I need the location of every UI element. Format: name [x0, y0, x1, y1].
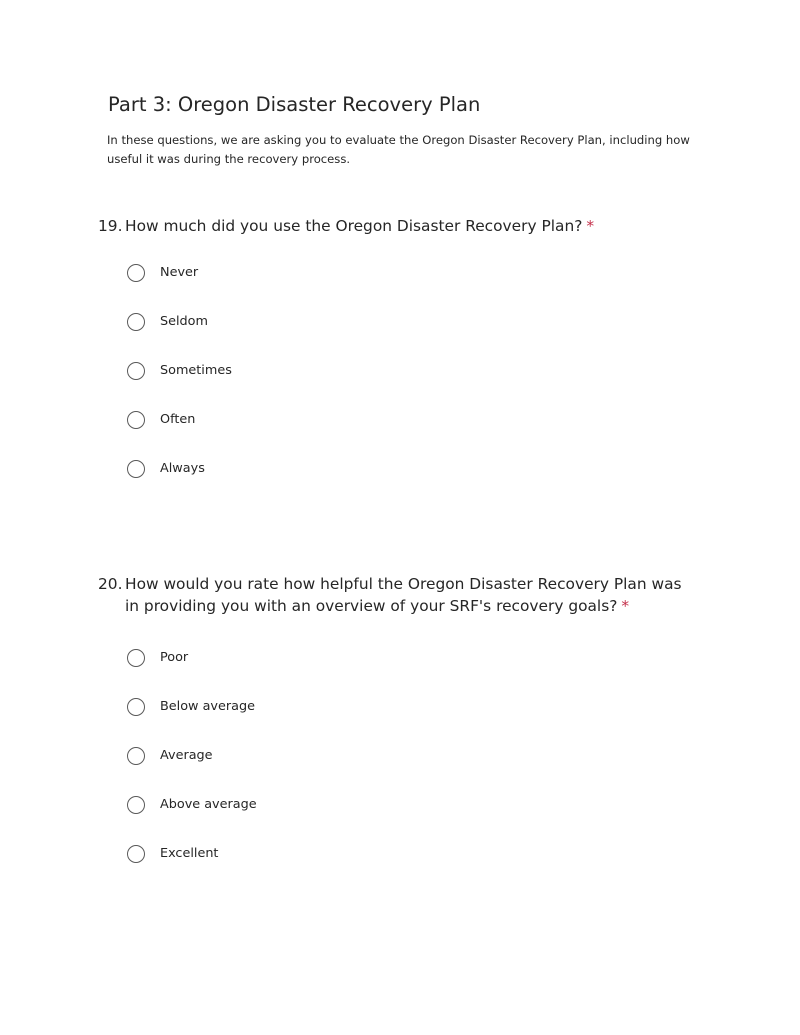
section-description: In these questions, we are asking you to evaluate the Oregon Disaster Recovery Plan, including how useful it was during the recovery process. [107, 133, 690, 166]
radio-button[interactable] [127, 460, 145, 478]
options-list [98, 633, 698, 878]
option-sometimes[interactable] [98, 346, 698, 395]
radio-button[interactable] [127, 264, 145, 282]
required-asterisk: * [586, 217, 595, 235]
question-text: How much did you use the Oregon Disaster Recovery Plan? [125, 217, 583, 235]
option-label: Seldom [160, 314, 208, 329]
radio-button[interactable] [127, 411, 145, 429]
radio-button[interactable] [127, 698, 145, 716]
option-label: Excellent [160, 846, 219, 861]
question-title [98, 573, 698, 617]
required-asterisk: * [621, 597, 630, 615]
option-average[interactable] [98, 731, 698, 780]
option-never[interactable] [98, 248, 698, 297]
question-text-wrapper [125, 573, 698, 617]
radio-button[interactable] [127, 796, 145, 814]
radio-button[interactable] [127, 313, 145, 331]
option-label: Never [160, 265, 199, 280]
options-list [98, 248, 698, 493]
option-below-average[interactable] [98, 682, 698, 731]
option-label: Average [160, 748, 213, 763]
question-text: How would you rate how helpful the Oregon Disaster Recovery Plan was in providing you with an overview of your SRF's recovery goals? [125, 575, 682, 615]
section-title: Part 3: Oregon Disaster Recovery Plan [108, 93, 481, 116]
option-always[interactable] [98, 444, 698, 493]
option-label: Sometimes [160, 363, 232, 378]
option-label: Always [160, 461, 205, 476]
option-label: Often [160, 412, 196, 427]
question-text-wrapper [125, 215, 698, 237]
option-poor[interactable] [98, 633, 698, 682]
question-number: 19. [98, 217, 123, 235]
question-20 [98, 573, 698, 878]
option-above-average[interactable] [98, 780, 698, 829]
question-19 [98, 215, 698, 493]
question-number: 20. [98, 575, 123, 593]
radio-button[interactable] [127, 649, 145, 667]
option-excellent[interactable] [98, 829, 698, 878]
option-label: Above average [160, 797, 257, 812]
radio-button[interactable] [127, 747, 145, 765]
question-title [98, 215, 698, 237]
option-often[interactable] [98, 395, 698, 444]
option-seldom[interactable] [98, 297, 698, 346]
option-label: Poor [160, 650, 189, 665]
radio-button[interactable] [127, 362, 145, 380]
radio-button[interactable] [127, 845, 145, 863]
option-label: Below average [160, 699, 255, 714]
